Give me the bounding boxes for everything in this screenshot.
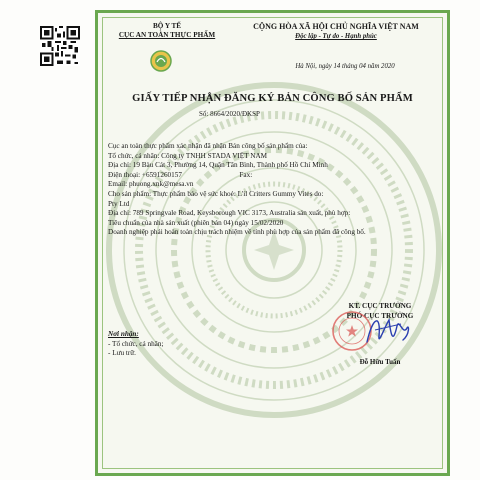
handwritten-signature	[363, 306, 413, 354]
recipient-item: - Tổ chức, cá nhân;	[108, 339, 164, 348]
body-line: Pty Ltd	[108, 199, 130, 208]
country-name: CỘNG HÒA XÃ HỘI CHỦ NGHĨA VIỆT NAM	[253, 22, 419, 31]
agency-name: CỤC AN TOÀN THỰC PHẨM	[118, 31, 216, 39]
issuer-header	[107, 22, 227, 40]
agency-logo-icon	[150, 50, 172, 72]
document-body	[108, 142, 440, 238]
recipients-heading: Nơi nhận:	[108, 330, 139, 338]
country-header	[225, 22, 447, 42]
document-title: GIẤY TIẾP NHẬN ĐĂNG KÝ BẢN CÔNG BỐ SẢN PHẨM	[132, 93, 413, 104]
body-line: Địa chỉ: 19 Bàu Cát 3, Phường 14, Quận Tân Bình, Thành phố Hồ Chí Minh	[108, 161, 328, 170]
signature-title-line: KT. CỤC TRƯỞNG	[348, 302, 412, 310]
signature-title-line: PHÓ CỤC TRƯỞNG	[346, 311, 414, 320]
body-line: Cho sản phẩm: Thực phẩm bảo vệ sức khoẻ: L'il Critters Gummy Vites do:	[108, 189, 324, 198]
document-number: Số: 8664/2020/ĐKSP	[199, 110, 260, 118]
national-motto: Độc lập - Tự do - Hạnh phúc	[295, 33, 377, 40]
body-line: Tiêu chuẩn của nhà sản xuất (phiên bản 04) ngày 15/02/2020	[108, 218, 284, 227]
issue-date: Hà Nội, ngày 14 tháng 04 năm 2020	[295, 63, 395, 70]
recipient-item: - Lưu trữ.	[108, 349, 136, 358]
body-line: Điện thoại: +6591260157 Fax:	[108, 170, 253, 179]
ministry-name: BỘ Y TẾ	[152, 22, 182, 30]
recipients-block	[108, 330, 163, 359]
body-line: Cục an toàn thực phẩm xác nhận đã nhận Bản công bố sản phẩm của:	[108, 142, 308, 150]
qr-code	[40, 26, 80, 66]
body-line: Địa chỉ: 789 Springvale Road, Keysborough VIC 3173, Australia sản xuất, phù hợp:	[108, 209, 351, 218]
signer-name: Đỗ Hữu Tuấn	[359, 358, 401, 366]
body-line: Email: phuong.xnk@mesa.vn	[108, 180, 194, 189]
body-line: Doanh nghiệp phải hoàn toàn chịu trách nhiệm về tính phù hợp của sản phẩm đã công bố.	[108, 228, 366, 237]
body-line: Tổ chức, cá nhân: Công ty TNHH STADA VIỆT NAM	[108, 151, 268, 160]
